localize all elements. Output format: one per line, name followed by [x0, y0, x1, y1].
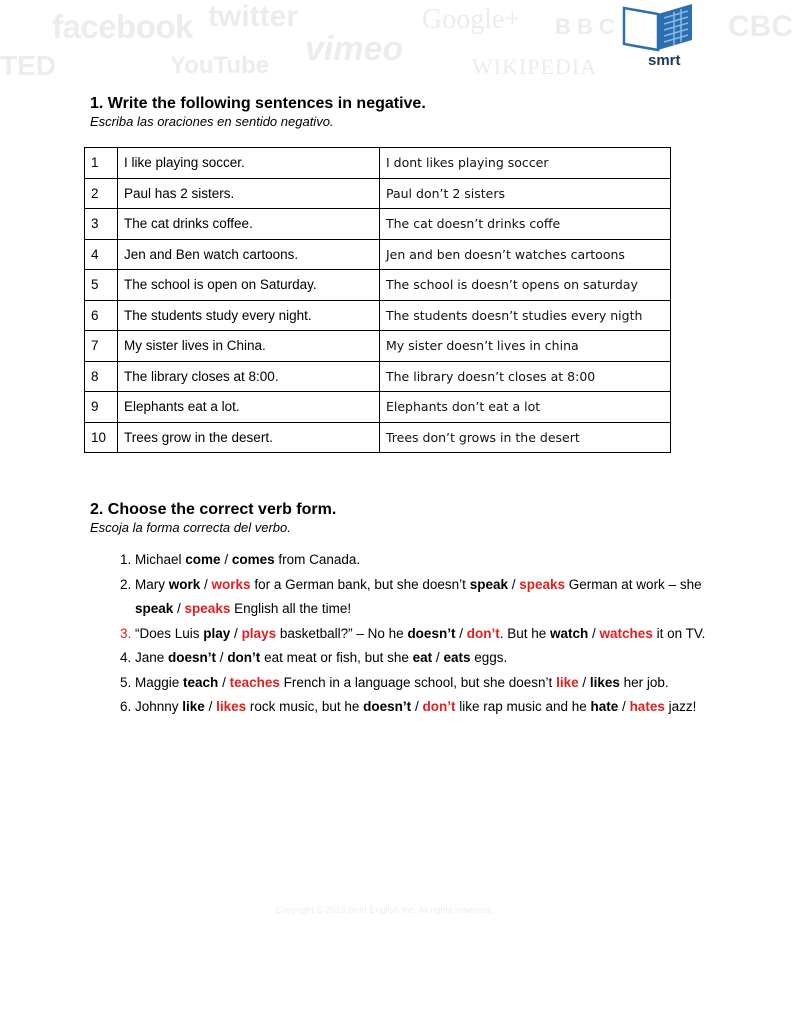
sentence-text: French in a language school, but she doesn’t	[279, 674, 557, 690]
verb-option: come	[185, 552, 221, 567]
row-number: 6	[85, 300, 118, 331]
verb-option: speak	[135, 601, 174, 616]
sentence-text: /	[411, 699, 423, 714]
list-item	[135, 695, 735, 720]
list-item	[135, 548, 735, 573]
sentence-text: /	[507, 576, 520, 592]
row-sentence: The school is open on Saturday.	[118, 270, 380, 301]
table-row	[85, 392, 671, 423]
table-row	[85, 148, 671, 179]
table-row	[85, 209, 671, 240]
row-sentence: The students study every night.	[118, 300, 380, 331]
verb-option: doesn’t	[407, 625, 456, 641]
list-item	[135, 573, 735, 622]
sentence-text: /	[618, 699, 630, 714]
row-answer: Elephants don’t eat a lot	[380, 392, 671, 423]
verb-option: likes	[589, 674, 620, 690]
verb-option: doesn’t	[363, 699, 412, 714]
table-row	[85, 270, 671, 301]
verb-option: hate	[590, 699, 619, 714]
sentence-text: /	[204, 699, 217, 714]
sentence-text: /	[173, 601, 185, 616]
row-number: 9	[85, 392, 118, 423]
row-sentence: Elephants eat a lot.	[118, 392, 380, 423]
sentence-text: eggs.	[470, 650, 508, 665]
sentence-text: basketball?” – No he	[276, 625, 408, 641]
sentence-text: English all the time!	[230, 601, 352, 616]
sentence-text: /	[432, 650, 444, 665]
verb-option: doesn’t	[168, 650, 217, 665]
list-item	[135, 671, 735, 696]
answer-choice: plays	[241, 625, 277, 641]
verb-option: teach	[183, 674, 219, 690]
logo-text: smrt	[648, 52, 681, 69]
sentence-text: for a German bank, but she doesn’t	[250, 576, 470, 592]
watermark-youtube: YouTube	[170, 52, 270, 79]
sentence-text: it on TV.	[652, 625, 706, 641]
row-number: 4	[85, 239, 118, 270]
sentence-text: Johnny	[135, 699, 183, 714]
row-answer: The students doesn’t studies every nigth	[380, 300, 671, 331]
sentence-text: from Canada.	[274, 552, 361, 567]
answer-choice: works	[211, 576, 251, 592]
section1-title: 1. Write the following sentences in negative.	[90, 95, 426, 112]
watermark-ted: TED	[0, 50, 56, 81]
watermark-twitter: twitter	[208, 0, 298, 33]
sentence-text: Maggie	[135, 674, 184, 690]
row-number: 10	[85, 422, 118, 453]
row-answer: My sister doesn’t lives in china	[380, 331, 671, 362]
answer-choice: don’t	[466, 625, 500, 641]
sentence-text: jazz!	[664, 699, 697, 714]
answer-choice: speaks	[184, 601, 231, 616]
sentence-text: /	[230, 625, 242, 641]
row-number: 7	[85, 331, 118, 362]
watermark-google: Google+	[422, 4, 521, 35]
verb-option: comes	[231, 552, 275, 567]
row-number: 1	[85, 148, 118, 179]
answer-choice: hates	[629, 699, 665, 714]
watermark-cbc: CBC	[728, 10, 793, 43]
table-row	[85, 361, 671, 392]
sentence-text: her job.	[619, 674, 669, 690]
row-sentence: The cat drinks coffee.	[118, 209, 380, 240]
verb-option: don’t	[227, 650, 261, 665]
answer-choice: like	[556, 674, 579, 690]
negative-sentences-table	[84, 147, 671, 453]
sentence-text: German at work – she	[565, 576, 702, 592]
verb-option: like	[182, 699, 205, 714]
sentence-text: Jane	[135, 650, 169, 665]
row-answer: Paul don’t 2 sisters	[380, 178, 671, 209]
table-row	[85, 331, 671, 362]
answer-choice: teaches	[229, 674, 280, 690]
sentence-text: Michael	[135, 552, 186, 567]
verb-form-list	[90, 548, 735, 720]
sentence-text: Mary	[135, 576, 169, 592]
sentence-text: “Does Luis	[135, 625, 204, 641]
row-sentence: Trees grow in the desert.	[118, 422, 380, 453]
row-answer: The school is doesn’t opens on saturday	[380, 270, 671, 301]
sentence-text: /	[218, 674, 230, 690]
table-row	[85, 422, 671, 453]
table-row	[85, 178, 671, 209]
row-number: 5	[85, 270, 118, 301]
section1-subtitle: Escriba las oraciones en sentido negativo.	[90, 114, 334, 129]
sentence-text: /	[455, 625, 467, 641]
answer-choice: don’t	[422, 699, 456, 714]
table-row	[85, 300, 671, 331]
verb-option: eat	[412, 650, 433, 665]
answer-choice: speaks	[519, 576, 566, 592]
row-answer: The cat doesn’t drinks coffe	[380, 209, 671, 240]
section2-subtitle: Escoja la forma correcta del verbo.	[90, 520, 291, 535]
row-sentence: The library closes at 8:00.	[118, 361, 380, 392]
row-number: 3	[85, 209, 118, 240]
row-answer: Trees don’t grows in the desert	[380, 422, 671, 453]
row-sentence: Jen and Ben watch cartoons.	[118, 239, 380, 270]
sentence-text: like rap music and he	[455, 699, 591, 714]
section2-title: 2. Choose the correct verb form.	[90, 501, 337, 518]
watermark-bbc: BBC	[555, 14, 621, 39]
watermark-facebook: facebook	[52, 8, 193, 45]
sentence-text: eat meat or fish, but she	[260, 650, 413, 665]
sentence-text: /	[216, 650, 228, 665]
watermark-vimeo: vimeo	[305, 30, 404, 68]
verb-option: play	[203, 625, 231, 641]
row-answer: The library doesn’t closes at 8:00	[380, 361, 671, 392]
verb-option: watch	[550, 625, 589, 641]
sentence-text: rock music, but he	[246, 699, 364, 714]
sentence-text: /	[200, 576, 212, 592]
copyright-footer: Copyright © 2013 Smrt English Inc. All rights reserved.	[275, 905, 493, 915]
answer-choice: likes	[216, 699, 247, 714]
sentence-text: /	[220, 552, 232, 567]
verb-option: eats	[443, 650, 471, 665]
sentence-text: /	[588, 625, 600, 641]
verb-option: speak	[469, 576, 508, 592]
list-item	[135, 622, 735, 647]
sentence-text: /	[578, 674, 590, 690]
watermark-wikipedia: WIKIPEDIA	[472, 54, 598, 79]
sentence-text: . But he	[499, 625, 551, 641]
answer-choice: watches	[599, 625, 653, 641]
row-number: 8	[85, 361, 118, 392]
row-sentence: My sister lives in China.	[118, 331, 380, 362]
row-number: 2	[85, 178, 118, 209]
table-row	[85, 239, 671, 270]
row-sentence: Paul has 2 sisters.	[118, 178, 380, 209]
list-item	[135, 646, 735, 671]
row-answer: Jen and ben doesn’t watches cartoons	[380, 239, 671, 270]
verb-option: work	[168, 576, 201, 592]
row-sentence: I like playing soccer.	[118, 148, 380, 179]
row-answer: I dont likes playing soccer	[380, 148, 671, 179]
